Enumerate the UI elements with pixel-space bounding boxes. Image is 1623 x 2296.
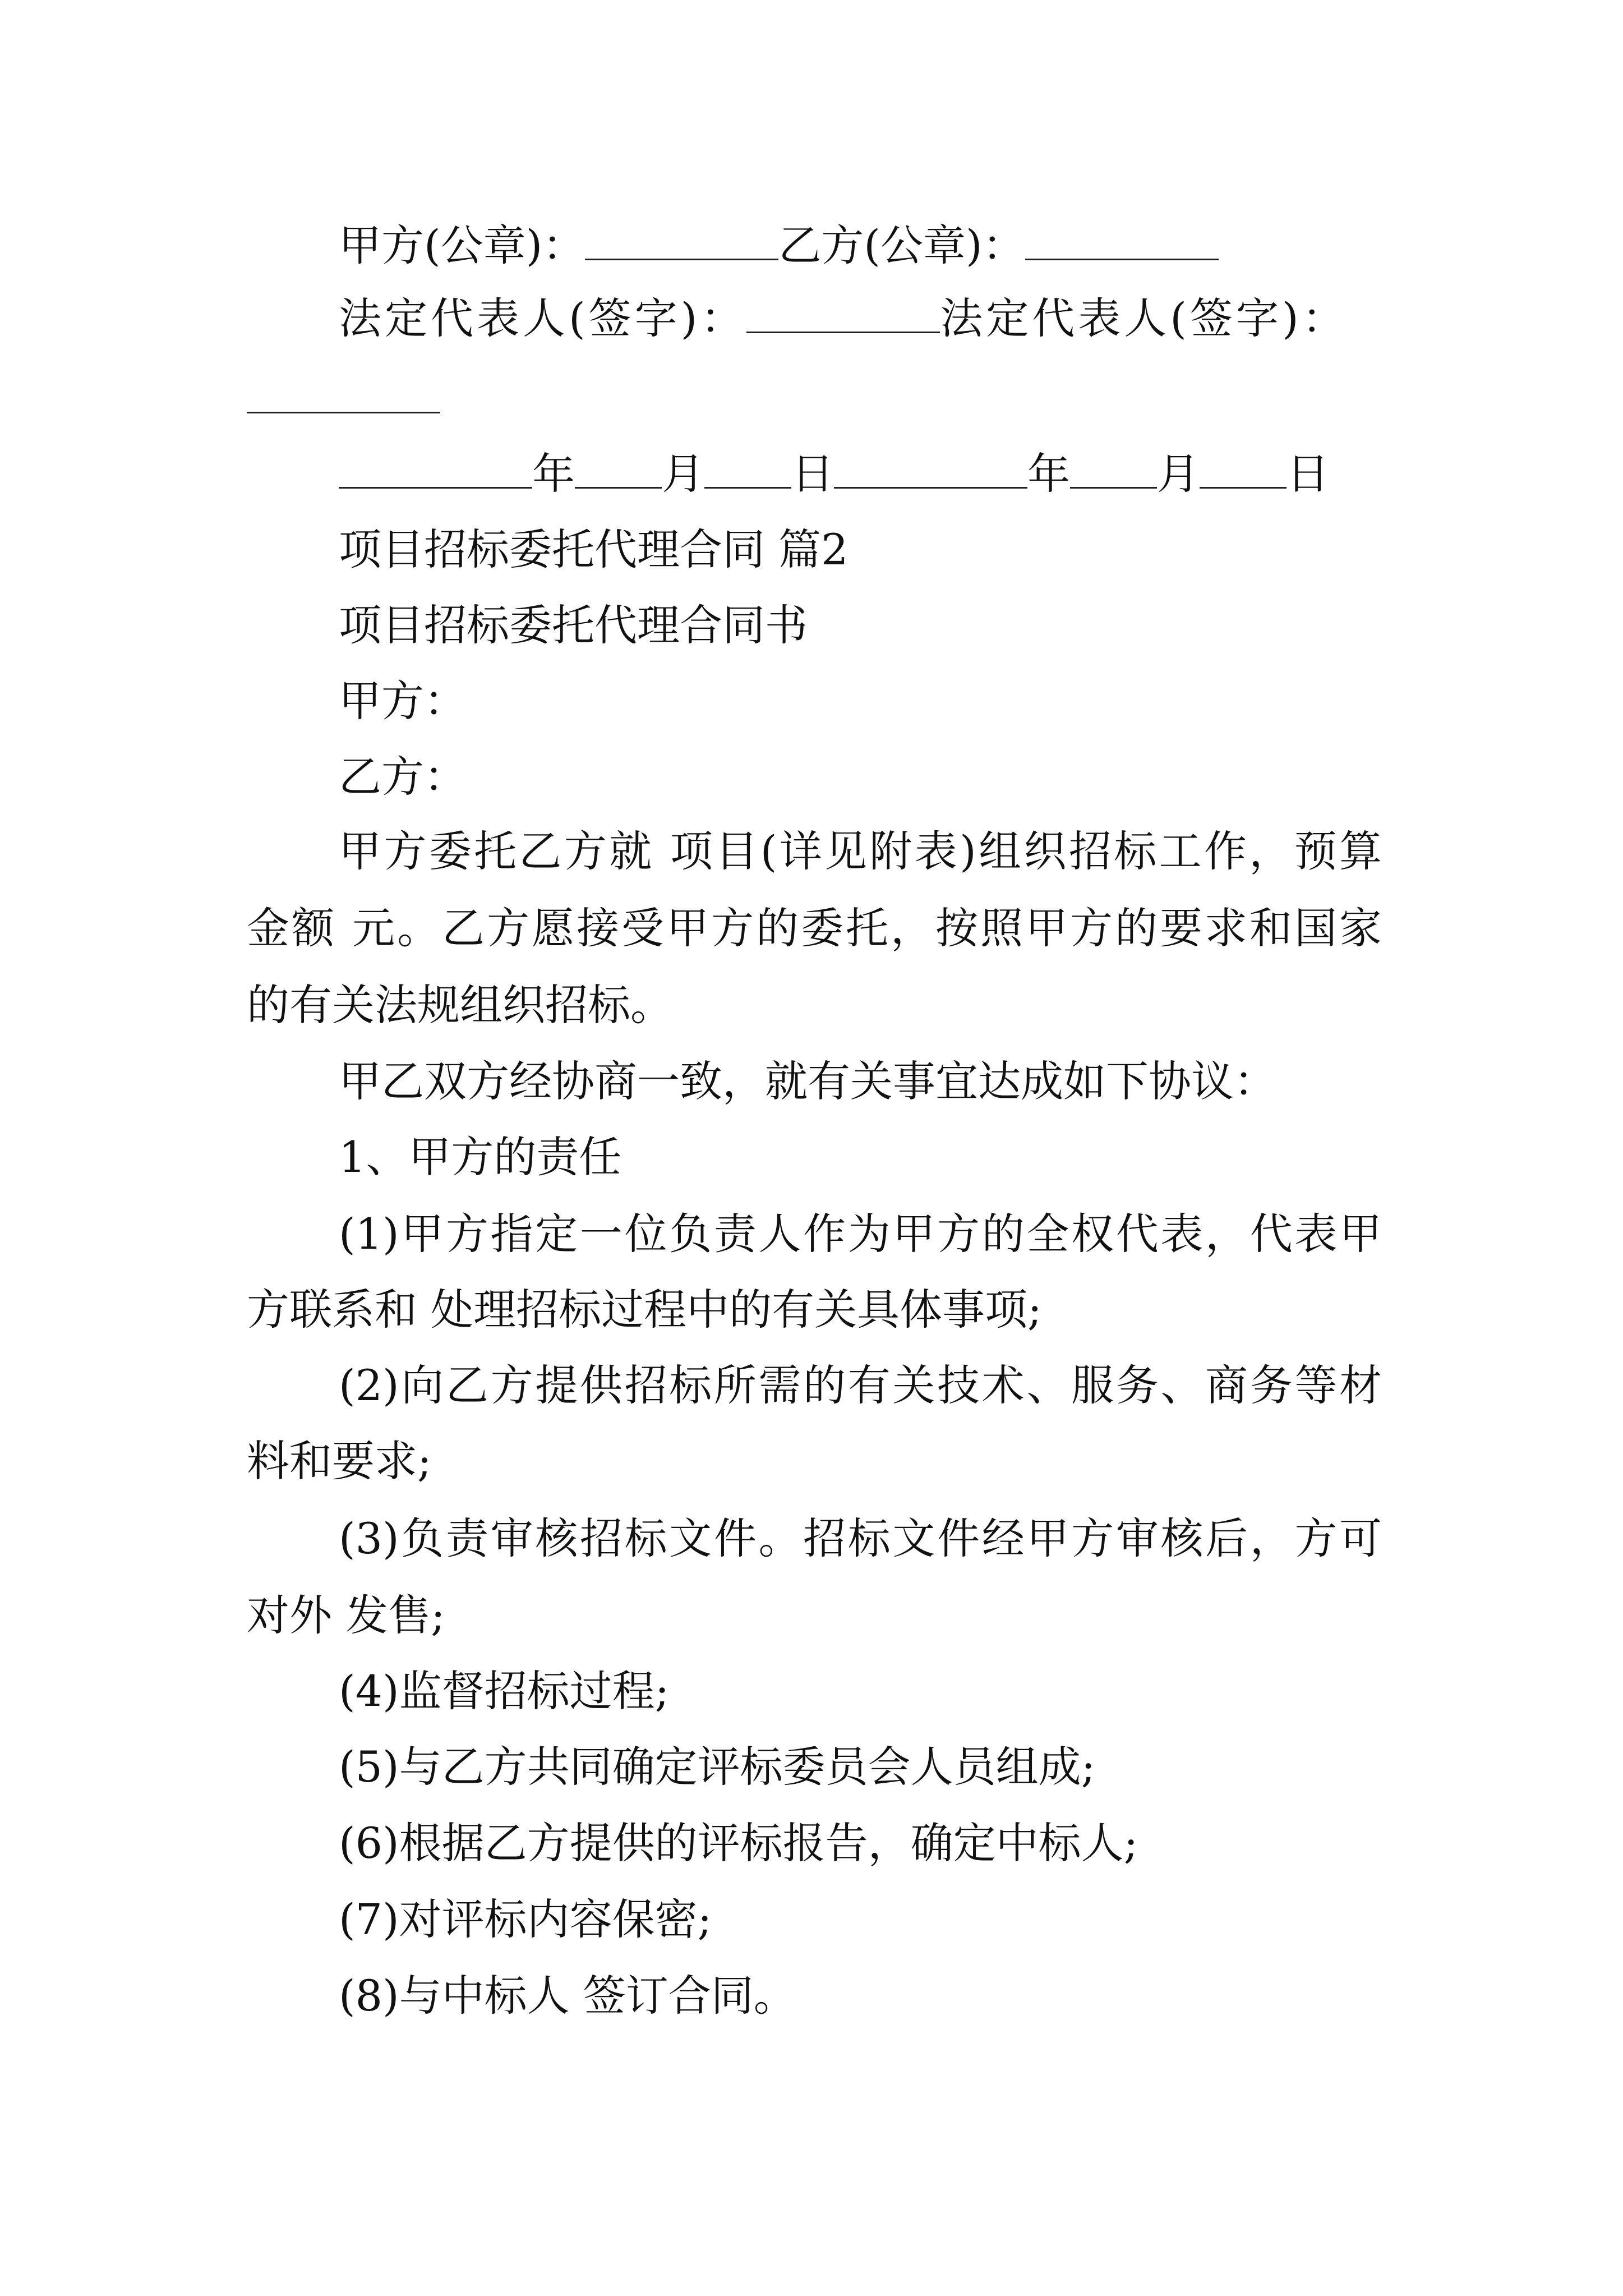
party-b-seal-label: 乙方(公章)：	[778, 220, 1025, 270]
party-b-label: 乙方：	[339, 752, 467, 802]
day-a-label: 日	[791, 449, 834, 499]
item5: (5)与乙方共同确定评标委员会人员组成;	[339, 1742, 1096, 1792]
agreement-line: 甲乙双方经协商一致，就有关事宜达成如下协议：	[339, 1056, 1276, 1106]
year-a-blank[interactable]	[339, 486, 532, 489]
day-b-label: 日	[1287, 449, 1329, 499]
party-a-label: 甲方：	[339, 676, 467, 726]
item8: (8)与中标人 签订合同。	[339, 1971, 796, 2021]
party-a-seal-label: 甲方(公章)：	[339, 220, 585, 270]
representative-line	[339, 291, 1348, 347]
item2-line-1: (2)向乙方提供招标所需的有关技术、服务、商务等材	[339, 1360, 1382, 1410]
day-b-blank[interactable]	[1200, 486, 1287, 489]
document-title: 项目招标委托代理合同书	[339, 600, 808, 650]
intro-line-3: 的有关法规组织招标。	[247, 980, 673, 1030]
section-heading: 项目招标委托代理合同 篇2	[339, 524, 849, 574]
seal-line	[339, 218, 1219, 274]
year-b-label: 年	[1027, 449, 1070, 499]
month-b-label: 月	[1157, 449, 1200, 499]
year-b-blank[interactable]	[834, 486, 1027, 489]
item6: (6)根据乙方提供的评标报告，确定中标人;	[339, 1818, 1138, 1868]
item2-line-2: 料和要求;	[247, 1436, 432, 1486]
party-a-seal-blank[interactable]	[585, 258, 778, 260]
month-a-blank[interactable]	[575, 486, 662, 489]
item3-line-1: (3)负责审核招标文件。招标文件经甲方审核后，方可	[339, 1513, 1382, 1563]
item3-line-2: 对外 发售;	[247, 1590, 445, 1640]
section1-title: 1、甲方的责任	[339, 1132, 622, 1182]
party-b-seal-blank[interactable]	[1025, 258, 1219, 260]
date-line	[339, 446, 1329, 502]
rep-a-label: 法定代表人(签字)：	[339, 293, 747, 343]
month-a-label: 月	[662, 449, 704, 499]
day-a-blank[interactable]	[704, 486, 791, 489]
year-a-label: 年	[532, 449, 575, 499]
rep-a-blank[interactable]	[746, 331, 940, 333]
intro-line-1: 甲方委托乙方就 项目(详见附表)组织招标工作，预算	[339, 826, 1382, 876]
rep-b-label: 法定代表人(签字)：	[940, 293, 1348, 343]
month-b-blank[interactable]	[1070, 486, 1157, 489]
item1-line-1: (1)甲方指定一位负责人作为甲方的全权代表，代表甲	[339, 1209, 1382, 1259]
item7: (7)对评标内容保密;	[339, 1894, 712, 1944]
intro-line-2: 金额 元。乙方愿接受甲方的委托，按照甲方的要求和国家	[247, 903, 1382, 953]
rep-b-blank[interactable]	[247, 412, 440, 413]
item1-line-2: 方联系和 处理招标过程中的有关具体事项;	[247, 1285, 1042, 1335]
item4: (4)监督招标过程;	[339, 1666, 670, 1716]
